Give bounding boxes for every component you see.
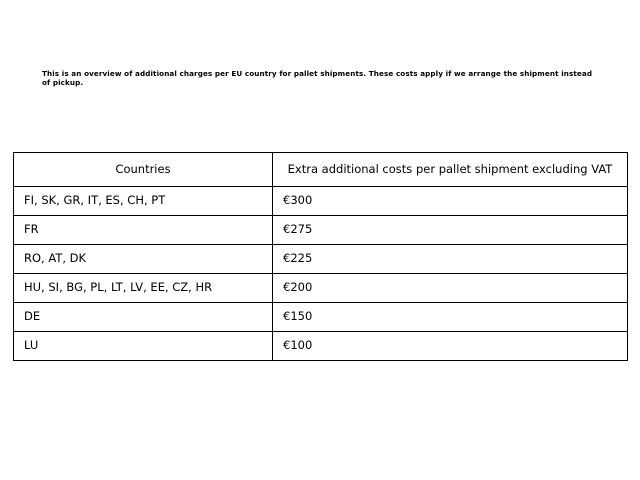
- table-row: [14, 274, 628, 303]
- countries-value: FI, SK, GR, IT, ES, CH, PT: [24, 193, 166, 208]
- cost-value: €225: [283, 251, 313, 266]
- table-row: [14, 187, 628, 216]
- cell-countries: [14, 187, 273, 216]
- cell-cost: [273, 303, 628, 332]
- countries-value: FR: [24, 222, 39, 237]
- header-cell-costs: [273, 153, 628, 187]
- header-cell-countries: [14, 153, 273, 187]
- countries-value: LU: [24, 338, 39, 353]
- cost-value: €300: [283, 193, 313, 208]
- cell-cost: [273, 216, 628, 245]
- intro-paragraph: This is an overview of additional charges per EU country for pallet shipments. These costs apply if we arrange the shipment instead of pickup.: [42, 69, 593, 87]
- cell-cost: [273, 332, 628, 361]
- table-row: [14, 216, 628, 245]
- cell-cost: [273, 274, 628, 303]
- table-row: [14, 332, 628, 361]
- countries-value: DE: [24, 309, 41, 324]
- cost-value: €275: [283, 222, 313, 237]
- cost-value: €100: [283, 338, 313, 353]
- cell-countries: [14, 332, 273, 361]
- charges-table: [13, 152, 628, 361]
- cell-countries: [14, 216, 273, 245]
- table-row: [14, 303, 628, 332]
- header-label-countries: Countries: [115, 161, 171, 176]
- cell-cost: [273, 245, 628, 274]
- countries-value: RO, AT, DK: [24, 251, 87, 266]
- cell-countries: [14, 245, 273, 274]
- table-row: [14, 245, 628, 274]
- cell-cost: [273, 187, 628, 216]
- cost-value: €150: [283, 309, 313, 324]
- header-label-costs: Extra additional costs per pallet shipment excluding VAT: [287, 161, 613, 176]
- cost-value: €200: [283, 280, 313, 295]
- cell-countries: [14, 303, 273, 332]
- countries-value: HU, SI, BG, PL, LT, LV, EE, CZ, HR: [24, 280, 213, 295]
- cell-countries: [14, 274, 273, 303]
- table-header-row: [14, 153, 628, 187]
